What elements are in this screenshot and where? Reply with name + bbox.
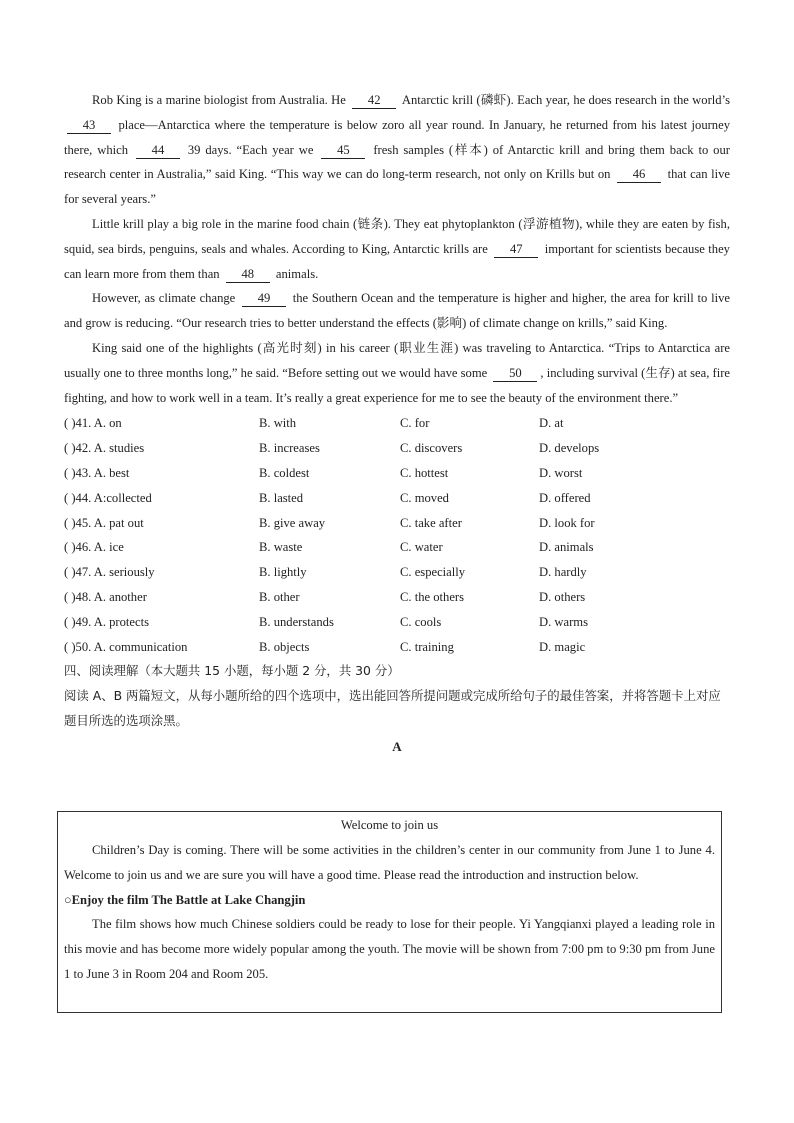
question-50 [64,635,730,660]
option-d[interactable]: D. magic [539,639,586,654]
option-a[interactable]: ( )50. A. communication [64,639,188,654]
notice-item-text: The film shows how much Chinese soldiers could be ready to lose for their people. Yi Yangqianxi played a leading role in this movie and has become more widely popular among the youth. The movie will be shown from 7:00 pm to 9:30 pm from June 1 to June 3 in Room 204 and Room 205. [64,917,715,981]
option-c[interactable]: C. the others [400,589,465,604]
option-c[interactable]: C. cools [400,614,442,629]
question-47 [64,560,730,585]
passage-text: important for scientists because they can learn more from them than [64,241,730,281]
option-a[interactable]: ( )43. A. best [64,465,130,480]
option-c[interactable]: C. discovers [400,441,463,456]
passage-paragraph-2 [64,212,730,286]
passage-paragraph-3 [64,286,730,336]
passage-text: However, as climate change [92,291,236,306]
option-c[interactable]: C. hottest [400,465,449,480]
passage-text: Little krill play a big role in the marine food chain (链条). They eat phytoplankton (浮游植物), while they are eaten by fish, squid, sea birds, penguins, seals and whales. According to King, Antarctic krills are [64,216,730,256]
option-d[interactable]: D. animals [539,540,594,555]
option-c[interactable]: C. training [400,639,454,654]
question-44 [64,486,730,511]
blank-45: 45 [321,143,365,159]
option-a[interactable]: ( )49. A. protects [64,614,149,629]
notice-title: Welcome to join us [340,818,439,832]
option-b[interactable]: B. increases [259,441,320,456]
passage-label: A [392,738,402,754]
option-a[interactable]: ( )42. A. studies [64,441,145,456]
question-48 [64,585,730,610]
blank-49: 49 [242,291,286,307]
option-a[interactable]: ( )45. A. pat out [64,515,144,530]
option-b[interactable]: B. waste [259,540,303,555]
option-d[interactable]: D. others [539,589,586,604]
option-a[interactable]: ( )46. A. ice [64,540,124,555]
passage-text: the Southern Ocean and the temperature is higher and higher, the area for krill to live and grow is reducing. “Our research tries to better understand the effects (影响) of climate change on krills,” said King. [64,291,730,331]
section-heading: 四、阅读理解（本大题共 15 小题，每小题 2 分，共 30 分） [64,663,400,679]
passage-text: , including survival (生存) at sea, fire fighting, and how to work well in a team. It’s really a great experience for me to see the beauty of the environment there.” [64,365,730,405]
blank-48: 48 [226,267,270,283]
option-b[interactable]: B. other [259,589,300,604]
blank-43: 43 [67,118,111,134]
passage-text: place—Antarctica where the temperature is below zoro all year round. In January, he returned from his latest journey there, which [64,117,730,157]
question-49 [64,610,730,635]
option-d[interactable]: D. at [539,416,564,431]
option-c[interactable]: C. water [400,540,443,555]
blank-42: 42 [352,93,396,109]
option-d[interactable]: D. look for [539,515,595,530]
section-instruction: 阅读 A、B 两篇短文，从每小题所给的四个选项中，选出能回答所提问题或完成所给句子的最佳答案，并将答题卡上对应题目所选的选项涂黑。 [64,688,721,728]
blank-46: 46 [617,167,661,183]
passage-text: fresh samples (样本) of Antarctic krill and bring them back to our research center in Australia,” said King. “This way we can do long-term research, not only on Krills but on [64,142,730,182]
option-b[interactable]: B. lightly [259,565,307,580]
blank-44: 44 [136,143,180,159]
cloze-section [64,88,730,759]
option-b[interactable]: B. lasted [259,490,304,505]
question-45 [64,511,730,536]
option-b[interactable]: B. understands [259,614,334,629]
option-b[interactable]: B. coldest [259,465,310,480]
notice-box [57,811,722,1013]
question-43 [64,461,730,486]
blank-47: 47 [494,242,538,258]
option-b[interactable]: B. objects [259,639,310,654]
option-c[interactable]: C. for [400,416,430,431]
question-46 [64,535,730,560]
option-a[interactable]: ( )48. A. another [64,589,147,604]
notice-intro: Children’s Day is coming. There will be some activities in the children’s center in our community from June 1 to June 4. Welcome to join us and we are sure you will have a good time. Please read the introduction and instruction below. [64,843,715,882]
option-a[interactable]: ( )47. A. seriously [64,565,155,580]
passage-text: King said one of the highlights (高光时刻) in his career (职业生涯) was traveling to Antarctica. “Trips to Antarctica are usually one to three months long,” he said. “Before setting out we would have some [64,340,730,380]
passage-paragraph-4 [64,336,730,410]
option-d[interactable]: D. warms [539,614,588,629]
notice-item-heading: ○Enjoy the film The Battle at Lake Changjin [64,892,306,907]
option-c[interactable]: C. take after [400,515,462,530]
passage-text: Rob King is a marine biologist from Australia. He [92,93,346,107]
option-c[interactable]: C. especially [400,565,466,580]
option-d[interactable]: D. worst [539,465,583,480]
passage-text: 39 days. “Each year we [187,142,314,157]
question-42 [64,436,730,461]
option-a[interactable]: ( )44. A:collected [64,490,152,505]
option-b[interactable]: B. give away [259,515,326,530]
option-b[interactable]: B. with [259,416,297,431]
option-d[interactable]: D. hardly [539,565,587,580]
passage-text: that can live for several years.” [64,167,731,207]
option-d[interactable]: D. offered [539,490,591,505]
blank-50: 50 [493,366,537,382]
passage-text: Antarctic krill (磷虾). Each year, he does research in the world’s [401,93,730,107]
passage-paragraph-1 [64,88,730,212]
passage-text: animals. [275,266,319,281]
option-d[interactable]: D. develops [539,441,600,456]
question-41 [64,411,730,436]
option-c[interactable]: C. moved [400,490,449,505]
options-list [64,411,730,659]
option-a[interactable]: ( )41. A. on [64,416,122,431]
